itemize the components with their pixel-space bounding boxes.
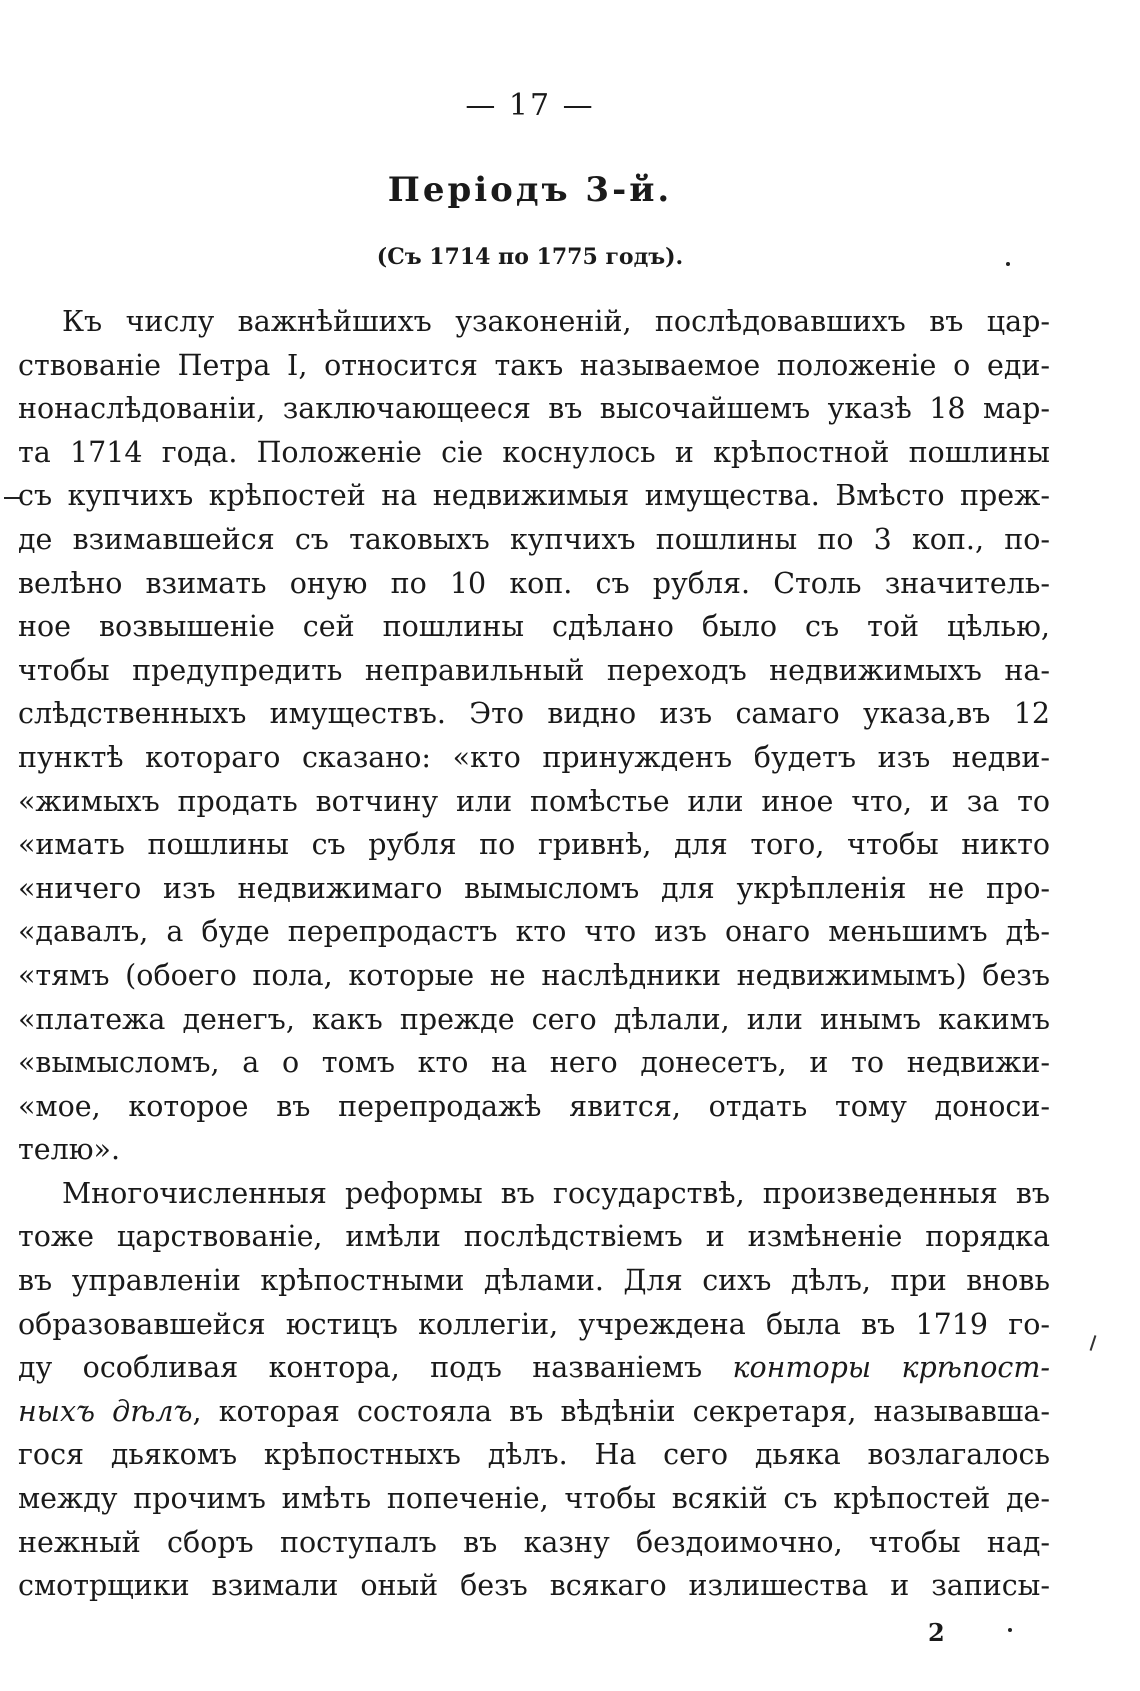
text-line: съ купчихъ крѣпостей на недвижимыя имущества. Вмѣсто преж- bbox=[18, 479, 1050, 513]
text-line bbox=[18, 1390, 1050, 1434]
period-range: (Съ 1714 по 1775 годъ). bbox=[376, 244, 684, 270]
text-line: велѣно взимать оную по 10 коп. съ рубля. Столь значитель- bbox=[18, 566, 1050, 600]
italic-term: конторы крѣпост- bbox=[732, 1351, 1050, 1385]
text-fragment: , которая состояла въ вѣдѣніи секретаря, называвша- bbox=[192, 1394, 1050, 1428]
text-line: смотрщики взимали оный безъ всякаго излишества и записы- bbox=[18, 1569, 1050, 1603]
text-line: тоже царствованіе, имѣли послѣдствіемъ и измѣненіе порядка bbox=[18, 1220, 1050, 1254]
text-fragment: ду особливая контора, подъ названіемъ bbox=[18, 1351, 703, 1385]
text-line: «мое, которое въ перепродажѣ явится, отдать тому доноси- bbox=[18, 1089, 1050, 1123]
paragraph-2 bbox=[18, 1172, 1050, 1608]
text-line bbox=[18, 1346, 1050, 1390]
text-line: «вымысломъ, а о томъ кто на него донесетъ, и то недвижи- bbox=[18, 1046, 1050, 1080]
text-line: образовавшейся юстицъ коллегіи, учреждена была въ 1719 го- bbox=[18, 1307, 1050, 1341]
text-line: де взимавшейся съ таковыхъ купчихъ пошлины по 3 коп., по- bbox=[18, 522, 1050, 556]
text-line: между прочимъ имѣть попеченіе, чтобы всякій съ крѣпостей де- bbox=[18, 1482, 1050, 1516]
text-line: пунктѣ котораго сказано: «кто принужденъ будетъ изъ недви- bbox=[18, 740, 1050, 774]
body-text bbox=[18, 300, 1050, 1608]
text-line: та 1714 года. Положеніе сіе коснулось и крѣпостной пошлины bbox=[18, 435, 1050, 469]
text-line: телю». bbox=[18, 1133, 121, 1167]
period-title: Періодъ 3-й. bbox=[387, 170, 673, 210]
text-line: ное возвышеніе сей пошлины сдѣлано было съ той цѣлью, bbox=[18, 610, 1050, 644]
italic-term: ныхъ дѣлъ bbox=[18, 1394, 193, 1428]
text-line: въ управленіи крѣпостными дѣлами. Для сихъ дѣлъ, при вновь bbox=[18, 1264, 1050, 1298]
signature-mark: 2 bbox=[928, 1618, 945, 1647]
text-line: «ничего изъ недвижимаго вымысломъ для укрѣпленія не про- bbox=[18, 871, 1050, 905]
text-line: Къ числу важнѣйшихъ узаконеній, послѣдовавшихъ въ цар- bbox=[62, 305, 1050, 338]
text-line: «платежа денегъ, какъ прежде сего дѣлали, или инымъ какимъ bbox=[18, 1002, 1050, 1036]
speck-mark bbox=[1006, 262, 1010, 266]
page-number: — 17 — bbox=[465, 88, 595, 123]
margin-tick bbox=[1090, 1335, 1097, 1351]
text-line: «тямъ (обоего пола, которые не наслѣдники недвижимымъ) безъ bbox=[18, 958, 1050, 992]
text-line: чтобы предупредить неправильный переходъ недвижимыхъ на- bbox=[18, 653, 1050, 687]
text-line: Многочисленныя реформы въ государствѣ, произведенныя въ bbox=[62, 1176, 1050, 1210]
text-line: нонаслѣдованіи, заключающееся въ высочайшемъ указѣ 18 мар- bbox=[18, 392, 1050, 426]
paragraph-1 bbox=[18, 300, 1050, 1172]
text-line: «жимыхъ продать вотчину или помѣстье или иное что, и за то bbox=[18, 784, 1050, 818]
text-line: гося дьякомъ крѣпостныхъ дѣлъ. На сего дьяка возлагалось bbox=[18, 1438, 1050, 1472]
text-line: ствованіе Петра I, относится такъ называемое положеніе о еди- bbox=[18, 348, 1050, 382]
text-line: «давалъ, а буде перепродастъ кто что изъ онаго меньшимъ дѣ- bbox=[18, 915, 1050, 949]
text-line: нежный сборъ поступалъ въ казну бездоимочно, чтобы над- bbox=[18, 1525, 1050, 1559]
text-line: слѣдственныхъ имуществъ. Это видно изъ самаго указа,въ 12 bbox=[18, 697, 1050, 731]
text-line: «имать пошлины съ рубля по гривнѣ, для того, чтобы никто bbox=[18, 828, 1050, 862]
speck-mark bbox=[1008, 1628, 1012, 1632]
